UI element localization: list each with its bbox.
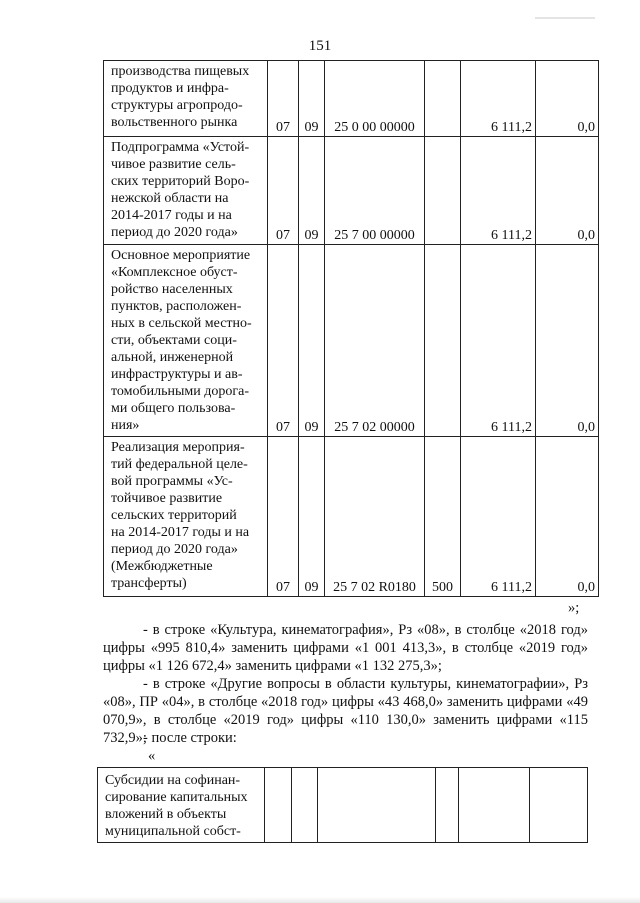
table-row [104, 61, 599, 137]
value-2018-cell: 6 111,2 [461, 137, 536, 245]
amendment-paragraph: - в строке «Культура, кинематография», Рз «08», в столбце «2018 год» цифры «995 810,4» заменить цифрами «1 001 413,3», в столбце «2019 год» цифры «1 126 672,4» заменить цифрами «1 132 275,3»; [103, 622, 588, 674]
amendment-paragraph: - в строке «Другие вопросы в области культуры, кинематографии», Рз «08», ПР «04», в столбце «2018 год» цифры «43 468,0» заменить цифрами «49 070,9», в столбце «2019 год» цифры «110 130,0» заменить цифрами «115 732,9»; [103, 676, 588, 746]
table-row [104, 437, 599, 597]
value-2019-cell: 0,0 [536, 245, 599, 437]
value-2019-cell: 0,0 [536, 61, 599, 137]
row-name: Реализация мероприя- тий федеральной целе- вой программы «Ус- тойчивое развитие сельских территорий на 2014-2017 годы и на период до 2020 года» (Межбюджетные трансферты) [104, 437, 268, 597]
csr-cell: 25 0 00 00000 [325, 61, 425, 137]
rz-cell [265, 768, 292, 843]
csr-cell: 25 7 02 00000 [325, 245, 425, 437]
amendment-text [103, 621, 588, 675]
value-2018-cell [459, 768, 530, 843]
value-2018-cell: 6 111,2 [461, 437, 536, 597]
value-2019-cell: 0,0 [536, 137, 599, 245]
row-name: производства пищевых продуктов и инфра- структуры агропродо- вольственного рынка [104, 61, 268, 137]
opening-quote: « [148, 748, 156, 764]
pr-cell: 09 [299, 61, 325, 137]
budget-table-continued [97, 767, 588, 843]
rz-cell: 07 [268, 437, 299, 597]
value-2018-cell: 6 111,2 [461, 245, 536, 437]
pr-cell: 09 [299, 437, 325, 597]
value-2019-cell [530, 768, 588, 843]
csr-cell: 25 7 02 R0180 [325, 437, 425, 597]
amendment-text [103, 729, 588, 747]
table-row [98, 768, 588, 843]
table-row [104, 245, 599, 437]
pr-cell: 09 [299, 245, 325, 437]
amendment-paragraph: - после строки: [143, 730, 237, 746]
value-2019-cell: 0,0 [536, 437, 599, 597]
scan-edge [0, 897, 640, 903]
rz-cell: 07 [268, 137, 299, 245]
csr-cell: 25 7 00 00000 [325, 137, 425, 245]
vr-cell [425, 137, 461, 245]
rz-cell: 07 [268, 245, 299, 437]
budget-table [103, 60, 599, 597]
vr-cell [425, 245, 461, 437]
page-number: 151 [308, 38, 332, 54]
rz-cell: 07 [268, 61, 299, 137]
row-name: Субсидии на софинан- сирование капитальных вложений в объекты муниципальной собст- [98, 768, 265, 843]
vr-cell [425, 61, 461, 137]
row-name: Основное мероприятие «Комплексное обуст- ройство населенных пунктов, расположен- ных в сельской местно- сти, объектами соци- альной, инженерной инфраструктуры и ав- томобильными дорога- ми общего пользова- ния» [104, 245, 268, 437]
value-2018-cell: 6 111,2 [461, 61, 536, 137]
csr-cell [318, 768, 436, 843]
pr-cell: 09 [299, 137, 325, 245]
pr-cell [292, 768, 318, 843]
closing-quote: »; [568, 600, 580, 616]
vr-cell [436, 768, 459, 843]
scan-artifact [535, 17, 595, 19]
table-row [104, 137, 599, 245]
vr-cell: 500 [425, 437, 461, 597]
row-name: Подпрограмма «Устой- чивое развитие сель- ских территорий Воро- нежской области на 2014-2017 годы и на период до 2020 года» [104, 137, 268, 245]
